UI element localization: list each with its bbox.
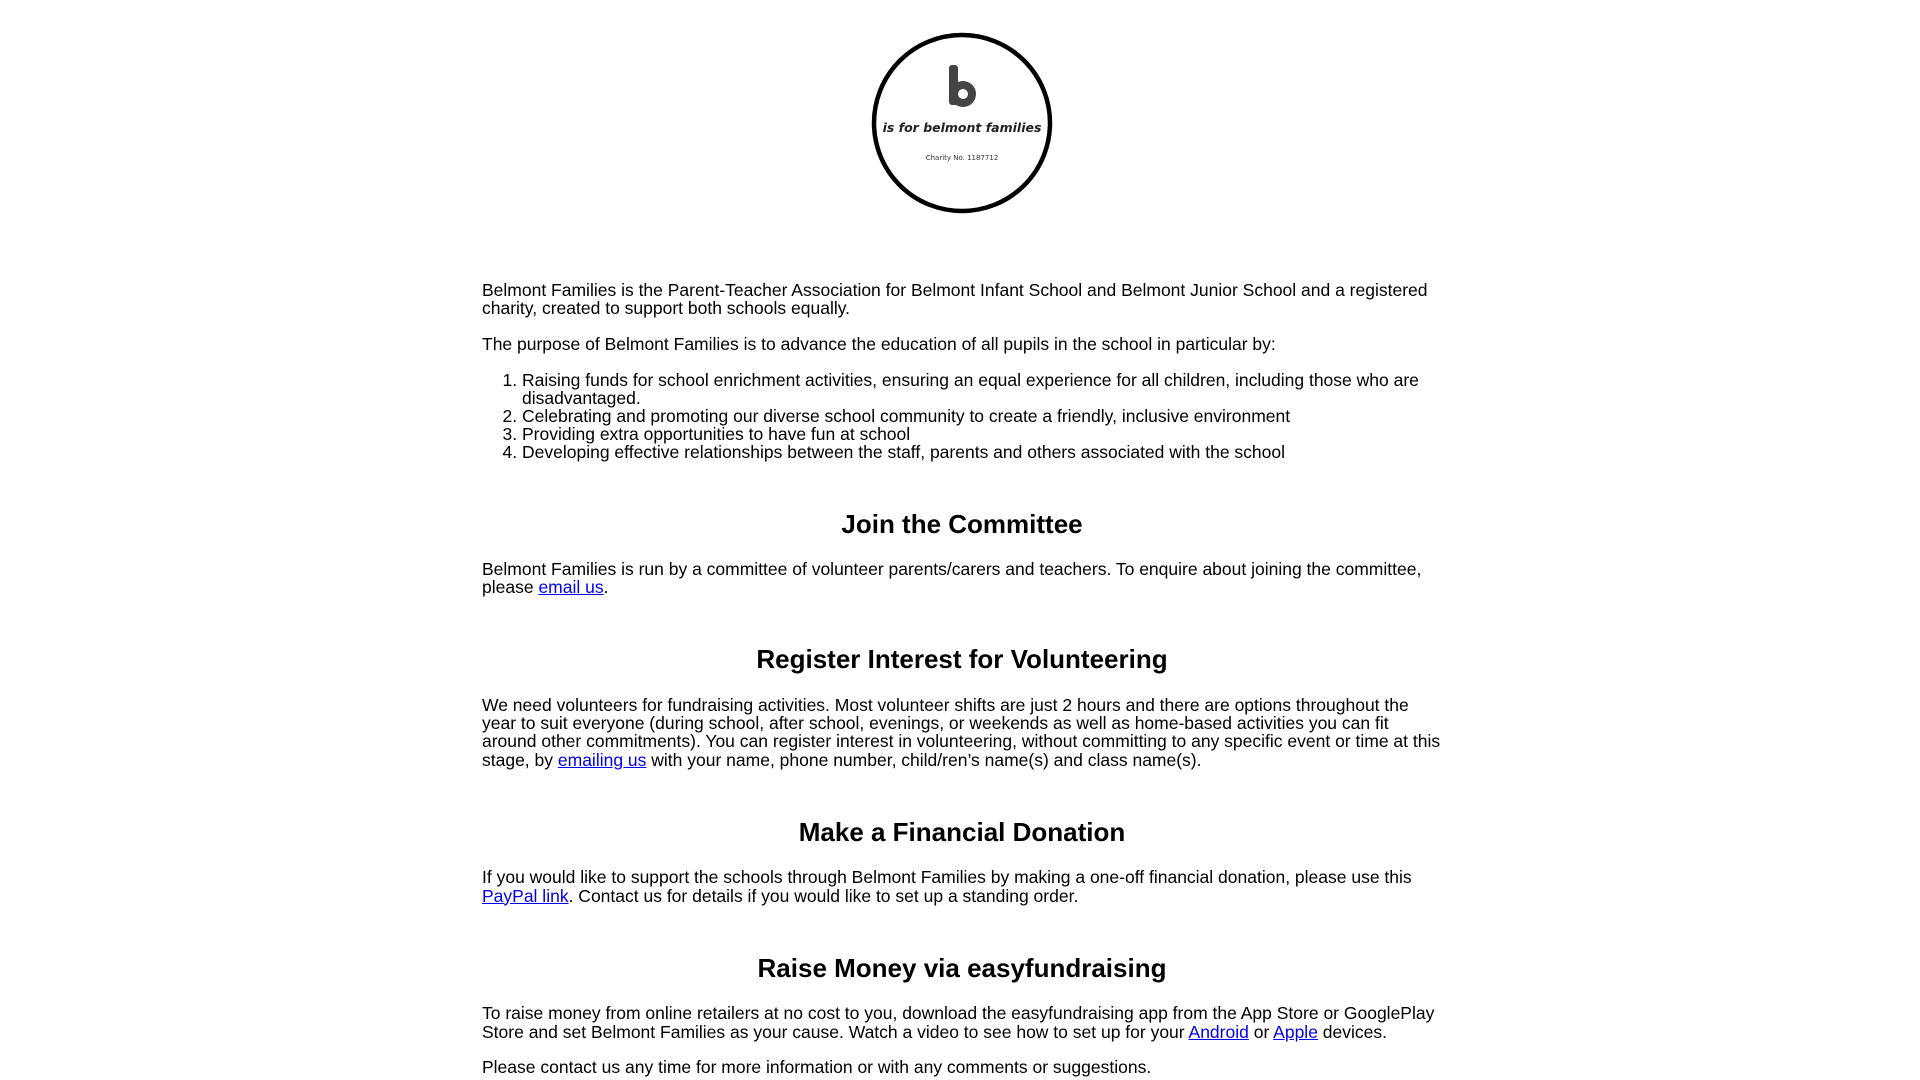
donation-section bbox=[482, 818, 1442, 905]
closing-paragraph: Please contact us any time for more information or with any comments or suggestions. bbox=[482, 1057, 1152, 1078]
belmont-families-logo[interactable] bbox=[871, 32, 1053, 214]
easyfundraising-text: To raise money from online retailers at no cost to you, download the easyfundraising app from the App Store or GooglePlay Store and set Belmont Families as your cause. Watch a video to see how to set up for your bbox=[482, 1003, 1435, 1042]
donation-text: If you would like to support the schools through Belmont Families by making a one-off financial donation, please use this bbox=[482, 867, 1412, 888]
easyfundraising-section bbox=[482, 954, 1442, 1077]
volunteering-section bbox=[482, 645, 1442, 768]
easyfundraising-heading: Raise Money via easyfundraising bbox=[757, 952, 1167, 983]
donation-text-end: . Contact us for details if you would like to set up a standing order. bbox=[568, 885, 1079, 906]
purpose-list bbox=[482, 371, 1442, 462]
paypal-link[interactable]: PayPal link bbox=[482, 885, 569, 906]
easyfundraising-text-mid: or bbox=[1248, 1021, 1274, 1042]
purpose-item: 2. Celebrating and promoting our diverse school community to create a friendly, inclusive environment bbox=[522, 407, 1442, 425]
android-video-link[interactable]: Android bbox=[1188, 1021, 1249, 1042]
easyfundraising-paragraph bbox=[482, 1004, 1442, 1040]
logo-graphic bbox=[871, 32, 1053, 214]
volunteering-paragraph bbox=[482, 696, 1442, 769]
logo-charity-number: Charity No. 1187712 bbox=[925, 154, 999, 162]
committee-paragraph bbox=[482, 560, 1442, 596]
volunteering-email-link[interactable]: emailing us bbox=[557, 749, 647, 770]
easyfundraising-text-end: devices. bbox=[1317, 1021, 1387, 1042]
volunteering-heading: Register Interest for Volunteering bbox=[756, 644, 1168, 675]
committee-section bbox=[482, 510, 1442, 597]
main-content bbox=[482, 281, 1442, 1080]
donation-heading: Make a Financial Donation bbox=[798, 816, 1126, 847]
purpose-item: 4. Developing effective relationships between the staff, parents and others associated with the school bbox=[522, 443, 1442, 461]
purpose-item: 3. Providing extra opportunities to have fun at school bbox=[522, 425, 1442, 443]
purpose-item: 1. Raising funds for school enrichment activities, ensuring an equal experience for all children, including those who are disadvantaged. bbox=[522, 371, 1442, 407]
apple-video-link[interactable]: Apple bbox=[1273, 1021, 1318, 1042]
donation-paragraph bbox=[482, 868, 1442, 904]
committee-text: Belmont Families is run by a committee of volunteer parents/carers and teachers. To enquire about joining the committee, please bbox=[482, 559, 1422, 598]
intro-paragraph: Belmont Families is the Parent-Teacher Association for Belmont Infant School and Belmont Junior School and a registered charity, created to support both schools equally. bbox=[482, 280, 1428, 319]
volunteering-text: We need volunteers for fundraising activities. Most volunteer shifts are just 2 hours and there are options throughout the year to suit everyone (during school, after school, evenings, or weekends as well as home-based activities you can fit around other commitments). You can register interest in volunteering, without committing to any specific event or time at this stage, by bbox=[482, 695, 1441, 770]
purpose-paragraph: The purpose of Belmont Families is to advance the education of all pupils in the school in particular by: bbox=[482, 333, 1276, 354]
logo-tagline: is for belmont families bbox=[882, 120, 1042, 135]
committee-text-end: . bbox=[603, 577, 609, 598]
volunteering-text-end: with your name, phone number, child/ren’s name(s) and class name(s). bbox=[646, 749, 1202, 770]
committee-email-link[interactable]: email us bbox=[538, 577, 604, 598]
committee-heading: Join the Committee bbox=[841, 508, 1083, 539]
